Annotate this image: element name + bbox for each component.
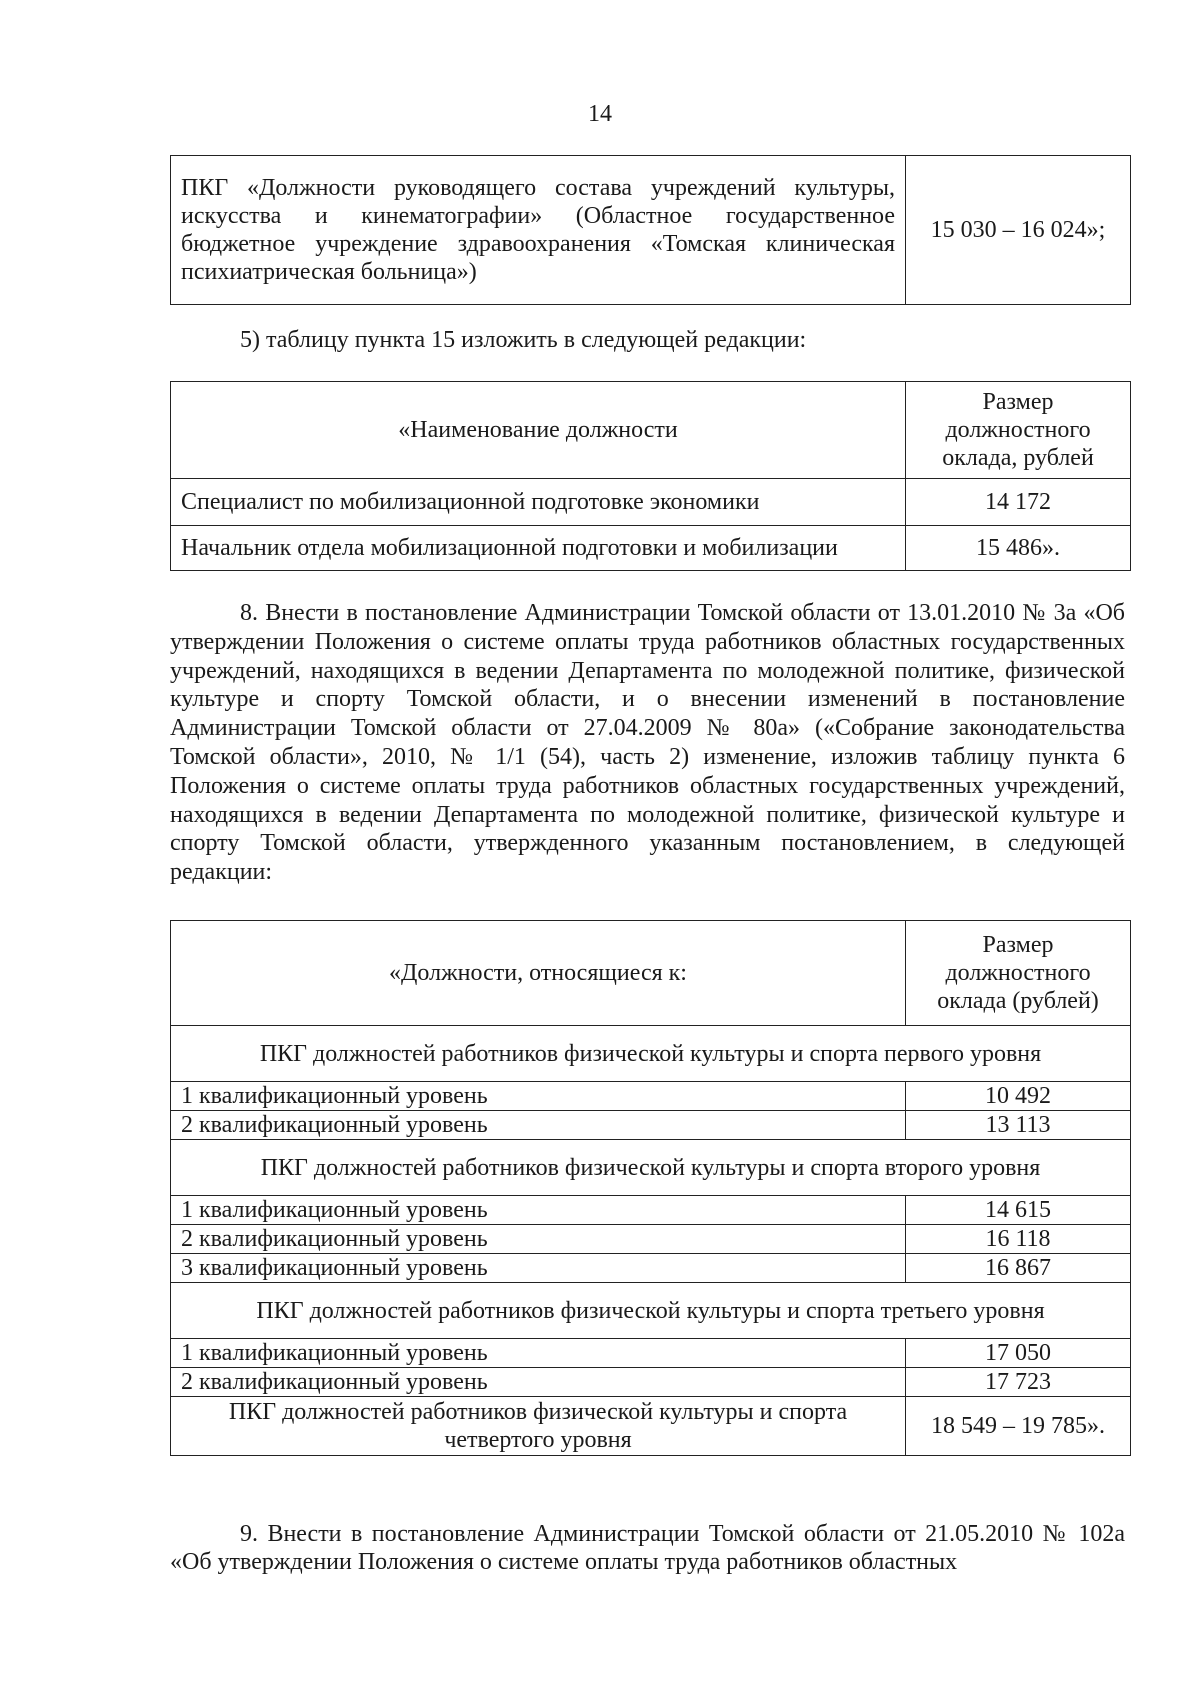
table-pkg-culture xyxy=(170,155,1131,305)
level-salary: 17 050 xyxy=(906,1339,1131,1368)
header-positions: «Должности, относящиеся к: xyxy=(171,921,906,1026)
table-row xyxy=(171,1111,1131,1140)
table-row xyxy=(171,1339,1131,1368)
table-cell-position: Начальник отдела мобилизационной подготовки и мобилизации xyxy=(171,526,906,571)
table-row xyxy=(171,526,1131,571)
table-row xyxy=(171,1254,1131,1283)
table-row xyxy=(171,1397,1131,1456)
header-salary: Размер должностного оклада (рублей) xyxy=(906,921,1131,1026)
level-name: 2 квалификационный уровень xyxy=(171,1368,906,1397)
table-cell-position: ПКГ «Должности руководящего состава учреждений культуры, искусства и кинематографии» (Областное государственное бюджетное учреждение здравоохранения «Томская клиническая психиатрическая больница») xyxy=(171,156,906,305)
level-salary: 17 723 xyxy=(906,1368,1131,1397)
header-salary: Размер должностного оклада, рублей xyxy=(906,382,1131,479)
table-row xyxy=(171,479,1131,526)
level-name: 1 квалификационный уровень xyxy=(171,1196,906,1225)
paragraph-item-8: 8. Внести в постановление Администрации Томской области от 13.01.2010 № 3а «Об утверждении Положения о системе оплаты труда работников областных государственных учреждений, находящихся в ведении Департамента по молодежной политике, физической культуре и спорту Томской области, и о внесении изменений в постановление Администрации Томской области от 27.04.2009 № 80а» («Собрание законодательства Томской области», 2010, № 1/1 (54), часть 2) изменение, изложив таблицу пункта 6 Положения о системе оплаты труда работников областных государственных учреждений, находящихся в ведении Департамента по молодежной политике, физической культуре и спорту Томской области, утвержденного указанным постановлением, в следующей редакции: xyxy=(170,600,1125,886)
group-header-row xyxy=(171,1283,1131,1339)
group-title: ПКГ должностей работников физической культуры и спорта первого уровня xyxy=(171,1026,1131,1082)
level-name: 1 квалификационный уровень xyxy=(171,1339,906,1368)
table-header-row xyxy=(171,382,1131,479)
level-salary: 16 118 xyxy=(906,1225,1131,1254)
level-name: ПКГ должностей работников физической культуры и спорта четвертого уровня xyxy=(171,1397,906,1456)
level-name: 2 квалификационный уровень xyxy=(171,1111,906,1140)
level-salary: 10 492 xyxy=(906,1082,1131,1111)
group-header-row xyxy=(171,1026,1131,1082)
table-row xyxy=(171,1082,1131,1111)
table-cell-salary: 14 172 xyxy=(906,479,1131,526)
level-name: 1 квалификационный уровень xyxy=(171,1082,906,1111)
group-title: ПКГ должностей работников физической культуры и спорта второго уровня xyxy=(171,1140,1131,1196)
level-name: 2 квалификационный уровень xyxy=(171,1225,906,1254)
table-sports-salaries xyxy=(170,920,1131,1456)
level-name: 3 квалификационный уровень xyxy=(171,1254,906,1283)
table-cell-position: Специалист по мобилизационной подготовке экономики xyxy=(171,479,906,526)
table-mobilization-salaries xyxy=(170,381,1131,571)
group-title: ПКГ должностей работников физической культуры и спорта третьего уровня xyxy=(171,1283,1131,1339)
header-position-name: «Наименование должности xyxy=(171,382,906,479)
group-header-row xyxy=(171,1140,1131,1196)
table-header-row xyxy=(171,921,1131,1026)
table-row xyxy=(171,1368,1131,1397)
table-cell-salary: 15 486». xyxy=(906,526,1131,571)
level-salary: 16 867 xyxy=(906,1254,1131,1283)
page-number: 14 xyxy=(588,101,612,127)
paragraph-item-9: 9. Внести в постановление Администрации Томской области от 21.05.2010 № 102а «Об утверждении Положения о системе оплаты труда работников областных xyxy=(170,1521,1125,1575)
table-row xyxy=(171,156,1131,305)
table-row xyxy=(171,1225,1131,1254)
level-salary: 18 549 – 19 785». xyxy=(906,1397,1131,1456)
paragraph-item-5: 5) таблицу пункта 15 изложить в следующей редакции: xyxy=(240,327,807,353)
table-cell-salary: 15 030 – 16 024»; xyxy=(906,156,1131,305)
table-row xyxy=(171,1196,1131,1225)
level-salary: 13 113 xyxy=(906,1111,1131,1140)
level-salary: 14 615 xyxy=(906,1196,1131,1225)
